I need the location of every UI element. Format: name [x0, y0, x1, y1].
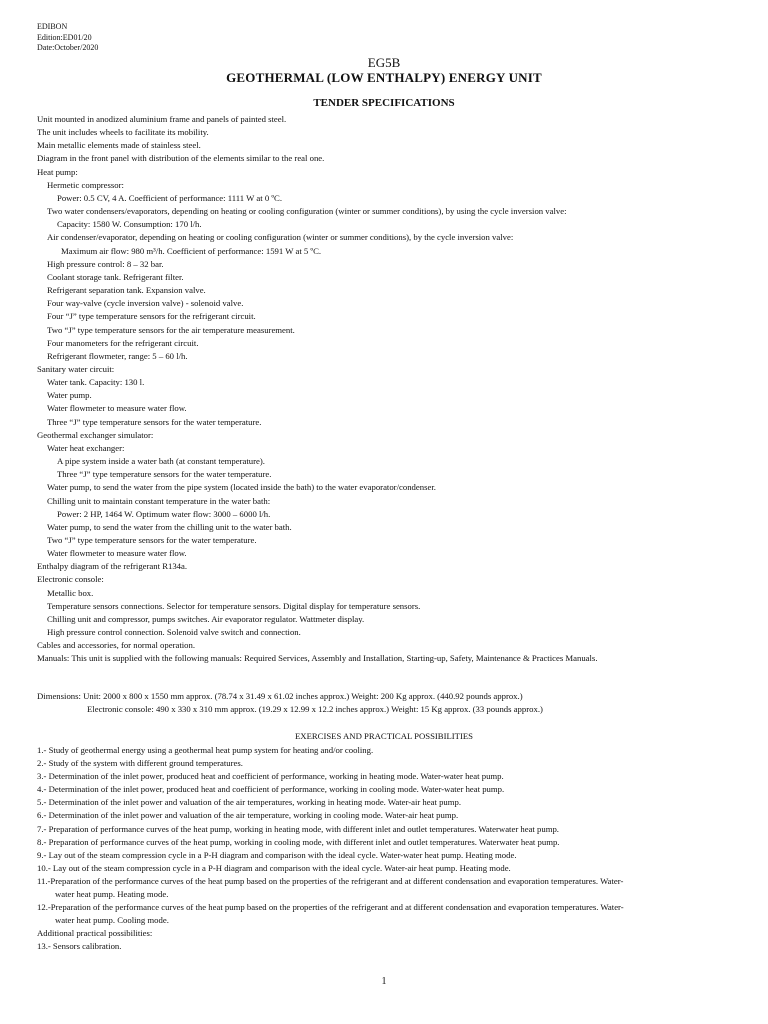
spec-line: Maximum air flow: 980 m³/h. Coefficient of performance: 1591 W at 5 ºC. — [61, 245, 322, 256]
spec-line: Cables and accessories, for normal operation. — [37, 640, 196, 651]
spec-line: Unit mounted in anodized aluminium frame and panels of painted steel. — [37, 114, 287, 124]
dimensions-block — [37, 690, 747, 716]
exercise-item: 10.- Lay out of the steam compression cycle in a P-H diagram and comparison with the ideal cycle. Water-air heat pump. Heating mode. — [37, 862, 511, 873]
spec-line: Diagram in the front panel with distribution of the elements similar to the real one. — [37, 153, 325, 164]
exercises-title: EXERCISES AND PRACTICAL POSSIBILITIES — [294, 731, 474, 741]
document-title: GEOTHERMAL (LOW ENTHALPY) ENERGY UNIT — [226, 70, 542, 85]
spec-line: Four way-valve (cycle inversion valve) - solenoid valve. — [47, 298, 244, 309]
spec-line: Two “J” type temperature sensors for the water temperature. — [47, 535, 257, 545]
spec-line: Two water condensers/evaporators, depending on heating or cooling configuration (winter or summer conditions), by using the cycle inversion valve: — [47, 206, 567, 217]
exercise-item: 7.- Preparation of performance curves of the heat pump, working in heating mode, with different inlet and outlet temperatures. Waterwater heat pump. — [37, 823, 559, 834]
spec-line: Water flowmeter to measure water flow. — [47, 403, 187, 414]
exercise-item: 2.- Study of the system with different ground temperatures. — [37, 758, 243, 769]
exercise-item: 1.- Study of geothermal energy using a geothermal heat pump system for heating and/or cooling. — [37, 745, 374, 755]
spec-line: Water pump, to send the water from the chilling unit to the water bath. — [47, 521, 292, 532]
spec-line: Water tank. Capacity: 130 l. — [47, 377, 145, 388]
exercise-item-continuation: water heat pump. Cooling mode. — [55, 915, 169, 926]
spec-line: A pipe system inside a water bath (at constant temperature). — [57, 456, 265, 467]
spec-line: Electronic console: — [37, 574, 104, 585]
product-code: EG5B — [367, 55, 401, 70]
spec-line: Geothermal exchanger simulator: — [37, 429, 154, 440]
spec-line: Temperature sensors connections. Selector for temperature sensors. Digital display for temperature sensors. — [47, 600, 421, 611]
spec-line: Hermetic compressor: — [47, 179, 124, 190]
spec-line: Three “J” type temperature sensors for the water temperature. — [47, 416, 262, 427]
document-header — [37, 22, 98, 54]
spec-line: Chilling unit and compressor, pumps switches. Air evaporator regulator. Wattmeter display. — [47, 613, 365, 624]
company-name: EDIBON — [37, 22, 68, 31]
exercise-item: 3.- Determination of the inlet power, produced heat and coefficient of performance, working in heating mode. Water-water heat pump. — [37, 771, 504, 782]
spec-line: Four “J” type temperature sensors for the refrigerant circuit. — [47, 311, 256, 322]
exercise-item: 5.- Determination of the inlet power and valuation of the air temperatures, working in heating mode. Water-air heat pump. — [37, 797, 462, 808]
spec-line: Four manometers for the refrigerant circuit. — [47, 337, 199, 348]
section-title: TENDER SPECIFICATIONS — [313, 97, 455, 109]
spec-line: Heat pump: — [37, 166, 78, 177]
page-number: 1 — [381, 976, 387, 987]
additional-possibilities-label: Additional practical possibilities: — [37, 928, 153, 939]
spec-line: Water pump, to send the water from the pipe system (located inside the bath) to the water evaporator/condenser. — [47, 482, 436, 493]
exercise-item: 6.- Determination of the inlet power and valuation of the air temperature, working in cooling mode. Water-air heat pump. — [37, 810, 459, 821]
spec-line: High pressure control: 8 – 32 bar. — [47, 258, 164, 269]
spec-line: The unit includes wheels to facilitate its mobility. — [37, 127, 209, 138]
spec-line: Refrigerant flowmeter, range: 5 – 60 l/h. — [47, 350, 188, 361]
spec-line: Enthalpy diagram of the refrigerant R134a. — [37, 561, 188, 572]
spec-line: Sanitary water circuit: — [37, 363, 115, 374]
spec-line: Water heat exchanger: — [47, 442, 125, 453]
edition-label: Edition:ED01/20 — [37, 32, 92, 42]
spec-line: Two “J” type temperature sensors for the air temperature measurement. — [47, 324, 295, 335]
exercise-item: 11.-Preparation of the performance curves of the heat pump based on the properties of the refrigerant and at different condensation and evaporation temperatures. Water- — [37, 875, 624, 886]
exercise-item: 12.-Preparation of the performance curves of the heat pump based on the properties of the refrigerant and at different condensation and evaporation temperatures. Water- — [37, 902, 624, 913]
exercise-item: 8.- Preparation of performance curves of the heat pump, working in cooling mode, with different inlet and outlet temperatures. Waterwater heat pump. — [37, 836, 560, 847]
date-label: Date:October/2020 — [37, 43, 99, 52]
spec-line: Water flowmeter to measure water flow. — [47, 548, 187, 559]
spec-line: Chilling unit to maintain constant temperature in the water bath: — [47, 495, 271, 506]
spec-line: Capacity: 1580 W. Consumption: 170 l/h. — [57, 219, 202, 230]
spec-line: Three “J” type temperature sensors for the water temperature. — [57, 469, 272, 480]
exercise-item: 4.- Determination of the inlet power, produced heat and coefficient of performance, working in cooling mode. Water-water heat pump. — [37, 784, 505, 795]
spec-line: Main metallic elements made of stainless steel. — [37, 140, 201, 151]
spec-line: High pressure control connection. Solenoid valve switch and connection. — [47, 627, 301, 638]
exercise-item: 13.- Sensors calibration. — [37, 941, 122, 952]
spec-line: Water pump. — [47, 390, 92, 401]
spec-line: Manuals: This unit is supplied with the following manuals: Required Services, Assembly and Installation, Starting-up, Safety, Maintenance & Practices Manuals. — [37, 653, 598, 664]
spec-line: Power: 0.5 CV, 4 A. Coefficient of performance: 1111 W at 0 ºC. — [57, 192, 282, 203]
spec-line: Refrigerant separation tank. Expansion valve. — [47, 285, 206, 296]
spec-line: Coolant storage tank. Refrigerant filter. — [47, 271, 184, 282]
spec-line: Metallic box. — [47, 587, 94, 598]
spec-line: Air condenser/evaporator, depending on heating or cooling configuration (winter or summer conditions), by the cycle inversion valve: — [47, 232, 514, 243]
console-dimensions: Electronic console: 490 x 330 x 310 mm approx. (19.29 x 12.99 x 12.2 inches approx.) Weight: 15 Kg approx. (33 pounds approx.) — [87, 704, 543, 714]
unit-dimensions: Dimensions: Unit: 2000 x 800 x 1550 mm approx. (78.74 x 31.49 x 61.02 inches approx.) Weight: 200 Kg approx. (440.92 pounds approx.) — [37, 691, 523, 701]
spec-line: Power: 2 HP, 1464 W. Optimum water flow: 3000 – 6000 l/h. — [57, 508, 271, 519]
exercise-item: 9.- Lay out of the steam compression cycle in a P-H diagram and comparison with the ideal cycle. Water-water heat pump. Heating mode. — [37, 849, 517, 860]
exercise-item-continuation: water heat pump. Heating mode. — [55, 889, 169, 900]
exercises-list — [37, 744, 743, 954]
spec-list — [37, 113, 737, 666]
